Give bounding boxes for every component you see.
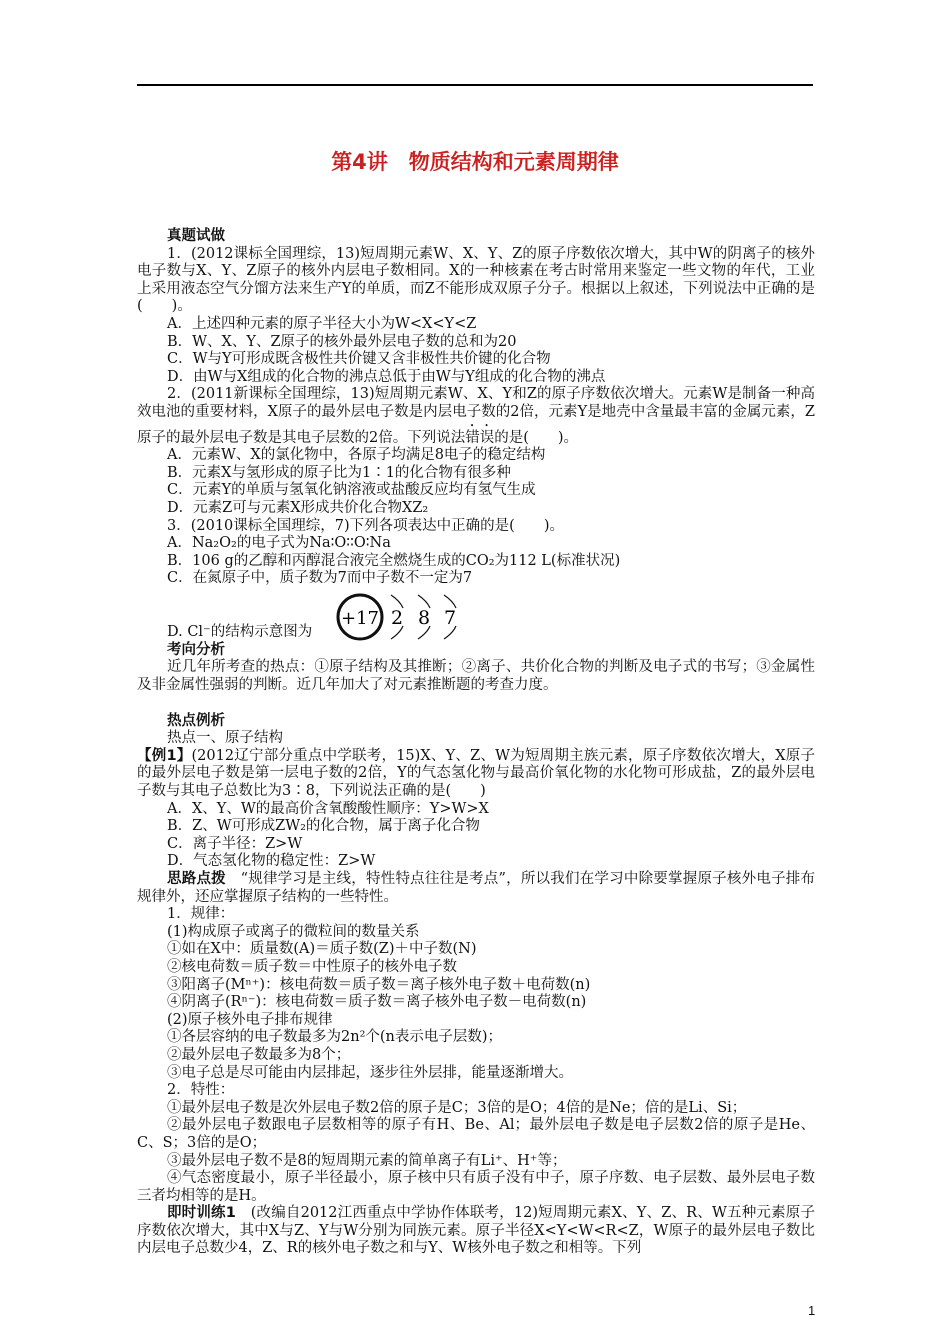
section-heading-redian: 热点例析: [167, 712, 225, 729]
q1-option-d: D．由W与X组成的化合物的沸点总低于由W与Y组成的化合物的沸点: [167, 368, 606, 385]
example1-option-a: A．X、Y、W的最高价含氧酸酸性顺序：Y>W>X: [167, 800, 489, 817]
trait-line: ②最外层电子数跟电子层数相等的原子有H、Be、Al；最外层电子数是电子层数2倍的原子是He、C、S；3倍的是O；: [137, 1117, 815, 1151]
example1-option-c: C．离子半径：Z>W: [167, 835, 303, 852]
rule-line: ③电子总是尽可能由内层排起，逐步往外层排，能量逐渐增大。: [167, 1064, 573, 1081]
section-heading-zhenti: 真题试做: [167, 228, 225, 244]
rule-line: 1．规律：: [167, 906, 235, 923]
trait-line: ③最外层电子数不是8的短周期元素的简单离子有Li⁺、H⁺等；: [167, 1152, 567, 1169]
rule-line: (2)原子核外电子排布规律: [167, 1011, 333, 1028]
shell-electrons-2: 8: [417, 606, 431, 629]
rule-line: ②核电荷数＝质子数＝中性原子的核外电子数: [167, 958, 457, 975]
q2-option-a: A．元素W、X的氯化物中，各原子均满足8电子的稳定结构: [167, 447, 546, 464]
rule-line: (1)构成原子或离子的微粒间的数量关系: [167, 923, 420, 940]
shell-electrons-1: 2: [390, 606, 404, 629]
section-heading-kaoxiang: 考向分析: [167, 641, 225, 658]
example1-label: 【例1】: [137, 747, 192, 764]
q3-option-d: D. Cl⁻的结构示意图为: [167, 623, 313, 640]
q2-option-b: B．元素X与氢形成的原子比为1∶1的化合物有很多种: [167, 464, 511, 481]
q1-option-a: A．上述四种元素的原子半径大小为W<X<Y<Z: [167, 315, 477, 332]
emphasis-word: 错误: [465, 429, 495, 446]
page-number: 1: [808, 1303, 816, 1318]
shell-electrons-3: 7: [443, 606, 457, 629]
q3-stem: 3．(2010课标全国理综，7)下列各项表达中正确的是( )。: [167, 517, 564, 534]
q1-option-c: C．W与Y可形成既含极性共价键又含非极性共价键的化合物: [167, 351, 551, 368]
nucleus-charge: +17: [341, 607, 379, 629]
rule-line: ③阳离子(Mⁿ⁺)：核电荷数＝质子数＝离子核外电子数＋电荷数(n): [167, 976, 591, 993]
q3-option-d-row: [137, 588, 815, 642]
trait-line: ④气态密度最小，原子半径最小，原子核中只有质子没有中子，原子序数、电子层数、最外层电子数三者均相等的是H。: [137, 1170, 815, 1204]
document-body: [137, 228, 815, 1258]
spacer: [137, 695, 815, 713]
rule-line: ②最外层电子数最多为8个；: [167, 1046, 351, 1063]
example1-option-b: B．Z、W可形成ZW₂的化合物，属于离子化合物: [167, 818, 480, 835]
header-rule: [137, 84, 813, 86]
q3-option-c: C．在氮原子中，质子数为7而中子数不一定为7: [167, 570, 473, 587]
q2-option-c: C．元素Y的单质与氢氧化钠溶液或盐酸反应均有氢气生成: [167, 482, 536, 499]
subsection-heading: 热点一、原子结构: [167, 730, 283, 747]
rule-line: ①如在X中：质量数(A)＝质子数(Z)＋中子数(N): [167, 941, 477, 958]
jishi-paragraph: 即时训练1 (改编自2012江西重点中学协作体联考，12)短周期元素X、Y、Z、R、W五种元素原子序数依次增大，其中X与Z、Y与W分别为同族元素。原子半径X<Y<W<R<Z，W原子的最外层电子数比内层电子总数少4，Z、R的核外电子数之和与Y、W核外电子数之和相等。下列: [137, 1205, 815, 1257]
example1-option-d: D．气态氢化物的稳定性：Z>W: [167, 853, 376, 870]
silu-label: 思路点拨: [167, 871, 226, 887]
rule-line: 2．特性：: [167, 1082, 235, 1099]
page-title: 第4讲 物质结构和元素周期律: [331, 150, 619, 174]
q1-option-b: B．W、X、Y、Z原子的核外最外层电子数的总和为20: [167, 333, 517, 350]
rule-line: ①各层容纳的电子数最多为2n²个(n表示电子层数)；: [167, 1029, 503, 1046]
trait-line: ①最外层电子数是次外层电子数2倍的原子是C；3倍的是O；4倍的是Ne；倍的是Li、Si；: [167, 1099, 747, 1116]
chloride-ion-structure-diagram: [334, 584, 484, 650]
kaoxiang-text: 近几年所考查的热点：①原子结构及其推断；②离子、共价化合物的判断及电子式的书写；③金属性及非金属性强弱的判断。近几年加大了对元素推断题的考查力度。: [137, 659, 815, 694]
silu-paragraph: 思路点拨 “规律学习是主线，特性特点往往是考点”，所以我们在学习中除要掌握原子核外电子排布规律外，还应掌握原子结构的一些特性。: [137, 871, 816, 905]
rule-line: ④阴离子(Rⁿ⁻)：核电荷数＝质子数＝离子核外电子数－电荷数(n): [167, 994, 587, 1011]
jishi-label: 即时训练1: [167, 1205, 236, 1222]
example1-stem: 【例1】(2012辽宁部分重点中学联考，15)X、Y、Z、W为短周期主族元素，原子序数依次增大，X原子的最外层电子数是第一层电子数的2倍，Y的气态氢化物与最高价氧化物的水化物可形成盐，Z的最外层电子数与其电子总数比为3∶8，下列说法正确的是( ): [137, 747, 816, 800]
q3-option-a: A．Na₂O₂的电子式为Na∶O∶∶O∶Na: [167, 535, 391, 552]
q2-stem: 2．(2011新课标全国理综，13)短周期元素W、X、Y和Z的原子序数依次增大。元素W是制备一种高效电池的重要材料，X原子的最外层电子数是内层电子数的2倍，元素Y是地壳中含量最丰富的金属元素，Z原子的最外层电子数是其电子层数的2倍。下列说法错误的是( )。: [137, 386, 815, 446]
q1-stem: 1．(2012课标全国理综，13)短周期元素W、X、Y、Z的原子序数依次增大，其中W的阴离子的核外电子数与X、Y、Z原子的核外内层电子数相同。X的一种核素在考古时常用来鉴定一些文物的年代，工业上采用液态空气分馏方法来生产Y的单质，而Z不能形成双原子分子。根据以上叙述，下列说法中正确的是( )。: [137, 245, 815, 315]
q3-option-b: B．106 g的乙醇和丙醇混合液完全燃烧生成的CO₂为112 L(标准状况): [167, 552, 621, 569]
q2-option-d: D．元素Z可与元素X形成共价化合物XZ₂: [167, 499, 429, 516]
